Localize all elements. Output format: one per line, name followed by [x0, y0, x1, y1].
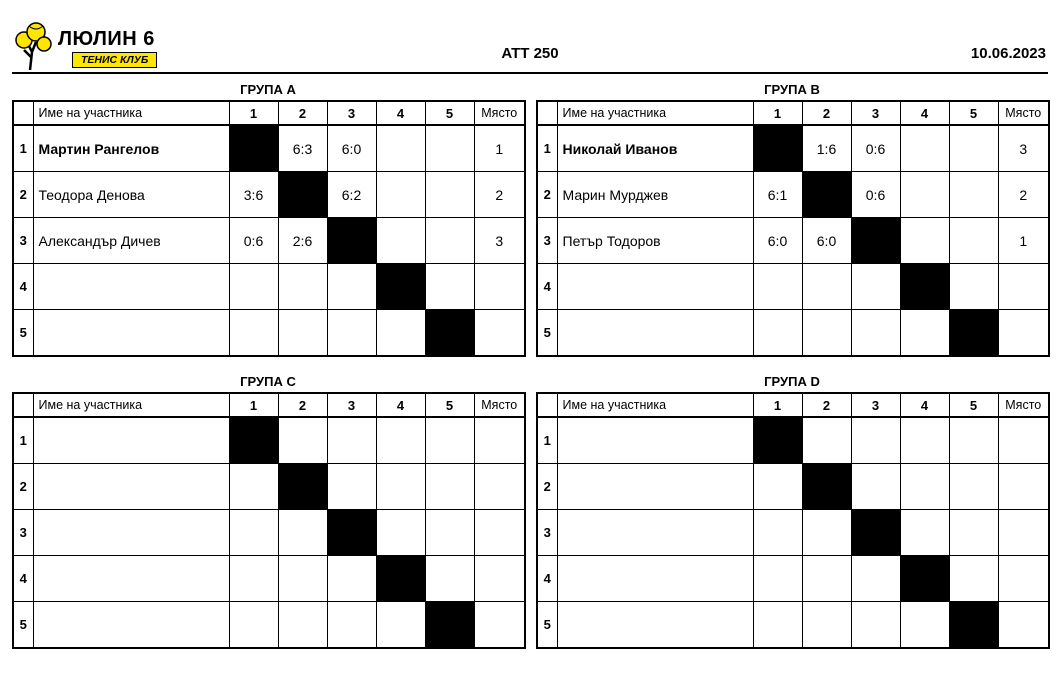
table-header-row: [537, 393, 1049, 417]
place-cell: [474, 264, 525, 310]
table-row: [537, 602, 1049, 649]
participant-name: [33, 417, 229, 464]
score-cell: [753, 556, 802, 602]
score-cell: [753, 464, 802, 510]
self-match-cell: [278, 464, 327, 510]
header-col-3: 3: [327, 393, 376, 417]
score-cell: [949, 172, 998, 218]
score-cell: [327, 310, 376, 357]
score-cell: [802, 510, 851, 556]
header-num-cell: [13, 101, 33, 125]
row-number: 3: [537, 218, 557, 264]
header-col-1: 1: [753, 101, 802, 125]
group-table: [536, 100, 1050, 357]
table-header-row: [13, 101, 525, 125]
table-row: [13, 310, 525, 357]
header-place: Място: [474, 101, 525, 125]
header-col-5: 5: [425, 101, 474, 125]
place-cell: [474, 464, 525, 510]
row-number: 1: [537, 125, 557, 172]
group-title: ГРУПА D: [764, 374, 820, 389]
table-row: [537, 218, 1049, 264]
score-cell: 0:6: [229, 218, 278, 264]
score-cell: [949, 125, 998, 172]
group-title: ГРУПА С: [240, 374, 296, 389]
header-col-4: 4: [376, 393, 425, 417]
row-number: 5: [13, 310, 33, 357]
row-number: 5: [537, 602, 557, 649]
row-number: 2: [537, 172, 557, 218]
row-number: 2: [13, 464, 33, 510]
score-cell: 6:2: [327, 172, 376, 218]
score-cell: [949, 264, 998, 310]
table-header-row: [537, 101, 1049, 125]
row-number: 5: [537, 310, 557, 357]
header-col-1: 1: [229, 101, 278, 125]
score-cell: [851, 310, 900, 357]
table-row: [13, 602, 525, 649]
header-col-5: 5: [949, 101, 998, 125]
place-cell: [474, 602, 525, 649]
participant-name: [557, 602, 753, 649]
group-title: ГРУПА А: [240, 82, 296, 97]
header-num-cell: [537, 101, 557, 125]
self-match-cell: [278, 172, 327, 218]
table-row: [537, 510, 1049, 556]
place-cell: [474, 510, 525, 556]
score-cell: 6:0: [802, 218, 851, 264]
score-cell: 6:0: [327, 125, 376, 172]
place-cell: [474, 556, 525, 602]
table-row: [537, 464, 1049, 510]
self-match-cell: [900, 556, 949, 602]
participant-name: [33, 264, 229, 310]
group-table: [12, 100, 526, 357]
score-cell: [949, 510, 998, 556]
participant-name: Марин Мурджев: [557, 172, 753, 218]
row-number: 3: [537, 510, 557, 556]
header-divider: [12, 72, 1048, 74]
group-table: [536, 392, 1050, 649]
score-cell: [802, 602, 851, 649]
header-place: Място: [474, 393, 525, 417]
table-row: [537, 417, 1049, 464]
table-row: [537, 172, 1049, 218]
header-num-cell: [13, 393, 33, 417]
header-place: Място: [998, 101, 1049, 125]
header-col-2: 2: [802, 101, 851, 125]
score-cell: 6:3: [278, 125, 327, 172]
row-number: 1: [13, 125, 33, 172]
score-cell: [229, 310, 278, 357]
score-cell: 1:6: [802, 125, 851, 172]
participant-name: Мартин Рангелов: [33, 125, 229, 172]
score-cell: [753, 264, 802, 310]
score-cell: [376, 310, 425, 357]
self-match-cell: [229, 125, 278, 172]
participant-name: [557, 510, 753, 556]
header-col-4: 4: [900, 101, 949, 125]
score-cell: [327, 417, 376, 464]
score-cell: [425, 125, 474, 172]
score-cell: [900, 310, 949, 357]
place-cell: [998, 556, 1049, 602]
score-cell: 6:0: [753, 218, 802, 264]
self-match-cell: [753, 125, 802, 172]
participant-name: [557, 264, 753, 310]
table-row: [13, 556, 525, 602]
place-cell: [998, 417, 1049, 464]
row-number: 4: [537, 556, 557, 602]
row-number: 4: [13, 556, 33, 602]
score-cell: [229, 556, 278, 602]
score-cell: [376, 125, 425, 172]
participant-name: [557, 464, 753, 510]
place-cell: [474, 310, 525, 357]
header-col-1: 1: [229, 393, 278, 417]
score-cell: [851, 464, 900, 510]
header-col-1: 1: [753, 393, 802, 417]
self-match-cell: [949, 602, 998, 649]
group-title: ГРУПА В: [764, 82, 820, 97]
score-cell: [327, 602, 376, 649]
score-cell: [229, 464, 278, 510]
table-row: [13, 264, 525, 310]
self-match-cell: [376, 264, 425, 310]
header-col-3: 3: [851, 393, 900, 417]
score-cell: 0:6: [851, 172, 900, 218]
participant-name: [557, 556, 753, 602]
table-row: [537, 556, 1049, 602]
table-row: [13, 417, 525, 464]
place-cell: 1: [998, 218, 1049, 264]
self-match-cell: [802, 464, 851, 510]
header-col-2: 2: [278, 101, 327, 125]
place-cell: 2: [998, 172, 1049, 218]
score-cell: [900, 125, 949, 172]
score-cell: [753, 310, 802, 357]
row-number: 4: [537, 264, 557, 310]
place-cell: 2: [474, 172, 525, 218]
score-cell: [802, 264, 851, 310]
score-cell: 3:6: [229, 172, 278, 218]
place-cell: 3: [474, 218, 525, 264]
table-row: [13, 464, 525, 510]
group-d: [536, 372, 1048, 649]
participant-name: Петър Тодоров: [557, 218, 753, 264]
score-cell: [425, 556, 474, 602]
self-match-cell: [851, 218, 900, 264]
score-cell: [802, 556, 851, 602]
score-cell: [851, 417, 900, 464]
score-cell: 2:6: [278, 218, 327, 264]
self-match-cell: [376, 556, 425, 602]
self-match-cell: [327, 218, 376, 264]
score-cell: [900, 510, 949, 556]
page-title: ATT 250: [501, 45, 559, 62]
score-cell: [900, 172, 949, 218]
table-row: [537, 264, 1049, 310]
score-cell: [278, 310, 327, 357]
score-cell: [278, 417, 327, 464]
score-cell: [900, 417, 949, 464]
self-match-cell: [425, 602, 474, 649]
participant-name: [557, 417, 753, 464]
score-cell: [851, 264, 900, 310]
score-cell: [376, 172, 425, 218]
score-cell: [753, 510, 802, 556]
self-match-cell: [425, 310, 474, 357]
score-cell: [949, 218, 998, 264]
self-match-cell: [949, 310, 998, 357]
score-cell: [229, 264, 278, 310]
score-cell: [327, 264, 376, 310]
score-cell: [425, 464, 474, 510]
header-col-4: 4: [376, 101, 425, 125]
score-cell: 0:6: [851, 125, 900, 172]
score-cell: [900, 602, 949, 649]
event-date: 10.06.2023: [970, 45, 1046, 62]
participant-name: [33, 464, 229, 510]
header-name: Име на участника: [33, 393, 229, 417]
score-cell: 6:1: [753, 172, 802, 218]
row-number: 4: [13, 264, 33, 310]
header-place: Място: [998, 393, 1049, 417]
self-match-cell: [802, 172, 851, 218]
brand-name: ЛЮЛИН 6: [58, 28, 155, 50]
row-number: 2: [537, 464, 557, 510]
score-cell: [425, 172, 474, 218]
self-match-cell: [753, 417, 802, 464]
group-table: [12, 392, 526, 649]
header-name: Име на участника: [33, 101, 229, 125]
header-num-cell: [537, 393, 557, 417]
participant-name: Александър Дичев: [33, 218, 229, 264]
row-number: 1: [13, 417, 33, 464]
score-cell: [327, 556, 376, 602]
table-row: [537, 125, 1049, 172]
score-cell: [851, 556, 900, 602]
table-row: [13, 510, 525, 556]
group-c: [12, 372, 524, 649]
score-cell: [278, 264, 327, 310]
header-col-4: 4: [900, 393, 949, 417]
score-cell: [278, 510, 327, 556]
header-col-5: 5: [949, 393, 998, 417]
row-number: 3: [13, 510, 33, 556]
participant-name: [557, 310, 753, 357]
group-a: [12, 80, 524, 357]
score-cell: [376, 602, 425, 649]
participant-name: [33, 510, 229, 556]
place-cell: [998, 602, 1049, 649]
place-cell: [474, 417, 525, 464]
place-cell: 1: [474, 125, 525, 172]
place-cell: [998, 310, 1049, 357]
score-cell: [753, 602, 802, 649]
self-match-cell: [900, 264, 949, 310]
score-cell: [376, 218, 425, 264]
score-cell: [425, 510, 474, 556]
header-col-5: 5: [425, 393, 474, 417]
score-cell: [949, 464, 998, 510]
score-cell: [425, 417, 474, 464]
table-row: [13, 218, 525, 264]
table-row: [537, 310, 1049, 357]
row-number: 2: [13, 172, 33, 218]
score-cell: [327, 464, 376, 510]
score-cell: [425, 218, 474, 264]
brand-subtitle: ТЕНИС КЛУБ: [72, 52, 157, 68]
place-cell: [998, 264, 1049, 310]
header-col-2: 2: [802, 393, 851, 417]
score-cell: [229, 510, 278, 556]
score-cell: [425, 264, 474, 310]
table-header-row: [13, 393, 525, 417]
score-cell: [229, 602, 278, 649]
score-cell: [802, 310, 851, 357]
header-col-3: 3: [327, 101, 376, 125]
table-row: [13, 125, 525, 172]
header-name: Име на участника: [557, 101, 753, 125]
score-cell: [278, 602, 327, 649]
group-b: [536, 80, 1048, 357]
score-cell: [376, 510, 425, 556]
participant-name: [33, 602, 229, 649]
row-number: 3: [13, 218, 33, 264]
participant-name: [33, 556, 229, 602]
place-cell: [998, 464, 1049, 510]
score-cell: [949, 417, 998, 464]
participant-name: Николай Иванов: [557, 125, 753, 172]
header-col-3: 3: [851, 101, 900, 125]
score-cell: [278, 556, 327, 602]
score-cell: [802, 417, 851, 464]
score-cell: [949, 556, 998, 602]
participant-name: Теодора Денова: [33, 172, 229, 218]
score-cell: [851, 602, 900, 649]
score-cell: [900, 464, 949, 510]
header-col-2: 2: [278, 393, 327, 417]
row-number: 5: [13, 602, 33, 649]
row-number: 1: [537, 417, 557, 464]
score-cell: [376, 464, 425, 510]
self-match-cell: [229, 417, 278, 464]
place-cell: 3: [998, 125, 1049, 172]
participant-name: [33, 310, 229, 357]
score-cell: [900, 218, 949, 264]
table-row: [13, 172, 525, 218]
score-cell: [376, 417, 425, 464]
header-name: Име на участника: [557, 393, 753, 417]
self-match-cell: [327, 510, 376, 556]
self-match-cell: [851, 510, 900, 556]
place-cell: [998, 510, 1049, 556]
